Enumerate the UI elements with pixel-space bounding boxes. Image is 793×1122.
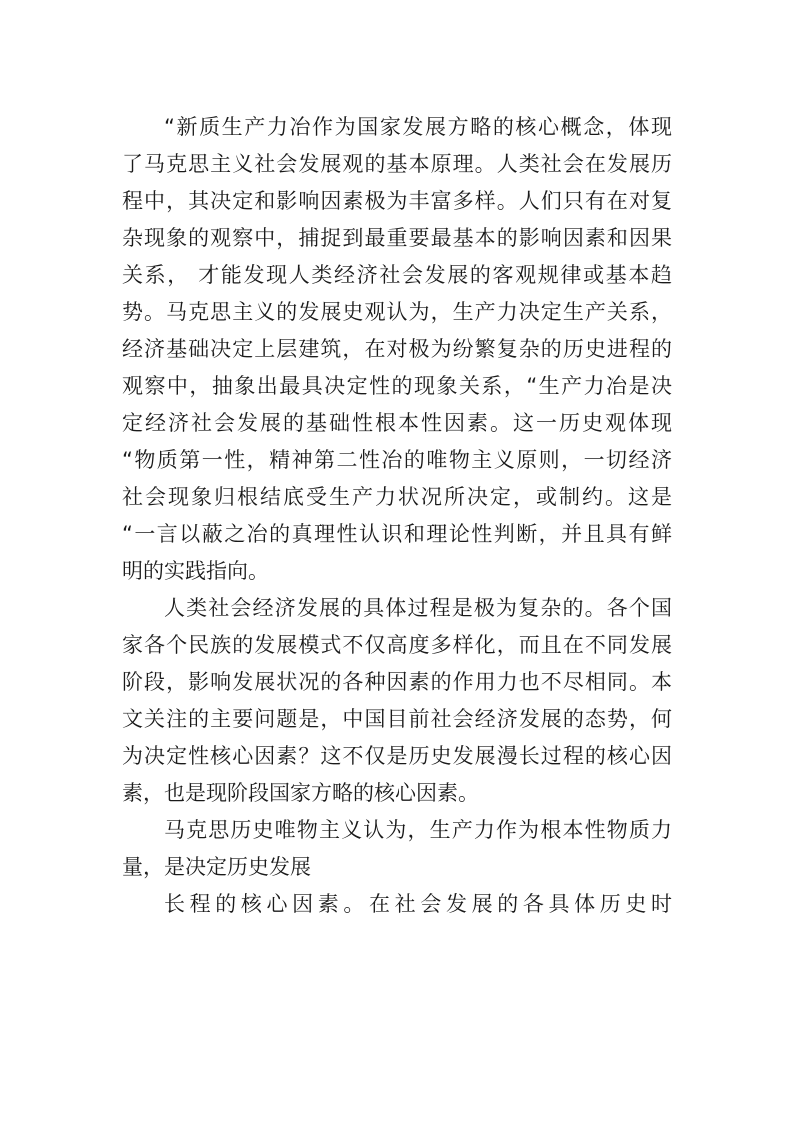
paragraph-3-line-1: 马克思历史唯物主义认为，生产力作为根本性物质力 — [164, 818, 672, 842]
paragraph-1-line-3: 程中，其决定和影响因素极为丰富多样。人们只有在对复 — [122, 189, 672, 213]
paragraph-1-line-6: 势。马克思主义的发展史观认为，生产力决定生产关系， — [122, 300, 672, 324]
paragraph-1-line-10: “物质第一性，精神第二性冶的唯物主义原则，一切经济 — [122, 448, 672, 472]
paragraph-1-line-11: 社会现象归根结底受生产力状况所决定，或制约。这是 — [122, 485, 672, 509]
paragraph-1-line-9: 定经济社会发展的基础性根本性因素。这一历史观体现 — [122, 411, 672, 435]
paragraph-1-line-2: 了马克思主义社会发展观的基本原理。人类社会在发展历 — [122, 152, 672, 176]
paragraph-2-line-6: 素，也是现阶段国家方略的核心因素。 — [122, 781, 479, 805]
paragraph-2-line-1: 人类社会经济发展的具体过程是极为复杂的。各个国 — [164, 596, 672, 620]
paragraph-2-line-2: 家各个民族的发展模式不仅高度多样化，而且在不同发展 — [122, 633, 672, 657]
paragraph-2-line-5: 为决定性核心因素？这不仅是历史发展漫长过程的核心因 — [122, 744, 672, 768]
paragraph-1-line-8: 观察中，抽象出最具决定性的现象关系，“生产力冶是决 — [122, 374, 672, 398]
paragraph-2-line-4: 文关注的主要问题是，中国目前社会经济发展的态势，何 — [122, 707, 672, 731]
paragraph-2-line-3: 阶段，影响发展状况的各种因素的作用力也不尽相同。本 — [122, 670, 672, 694]
paragraph-1-line-4: 杂现象的观察中，捕捉到最重要最基本的影响因素和因果 — [122, 226, 672, 250]
paragraph-1-line-12: “一言以蔽之冶的真理性认识和理论性判断，并且具有鲜 — [122, 522, 672, 546]
paragraph-1-line-7: 经济基础决定上层建筑，在对极为纷繁复杂的历史进程的 — [122, 337, 672, 361]
paragraph-4-line-1: 长程的核心因素。在社会发展的各具体历史时 — [164, 892, 672, 916]
paragraph-1-line-13: 明的实践指向。 — [122, 559, 269, 583]
paragraph-1-line-1: “新质生产力冶作为国家发展方略的核心概念，体现 — [164, 115, 672, 139]
paragraph-1-line-5: 关系， 才能发现人类经济社会发展的客观规律或基本趋 — [122, 263, 672, 287]
paragraph-3-line-2: 量，是决定历史发展 — [122, 855, 311, 879]
